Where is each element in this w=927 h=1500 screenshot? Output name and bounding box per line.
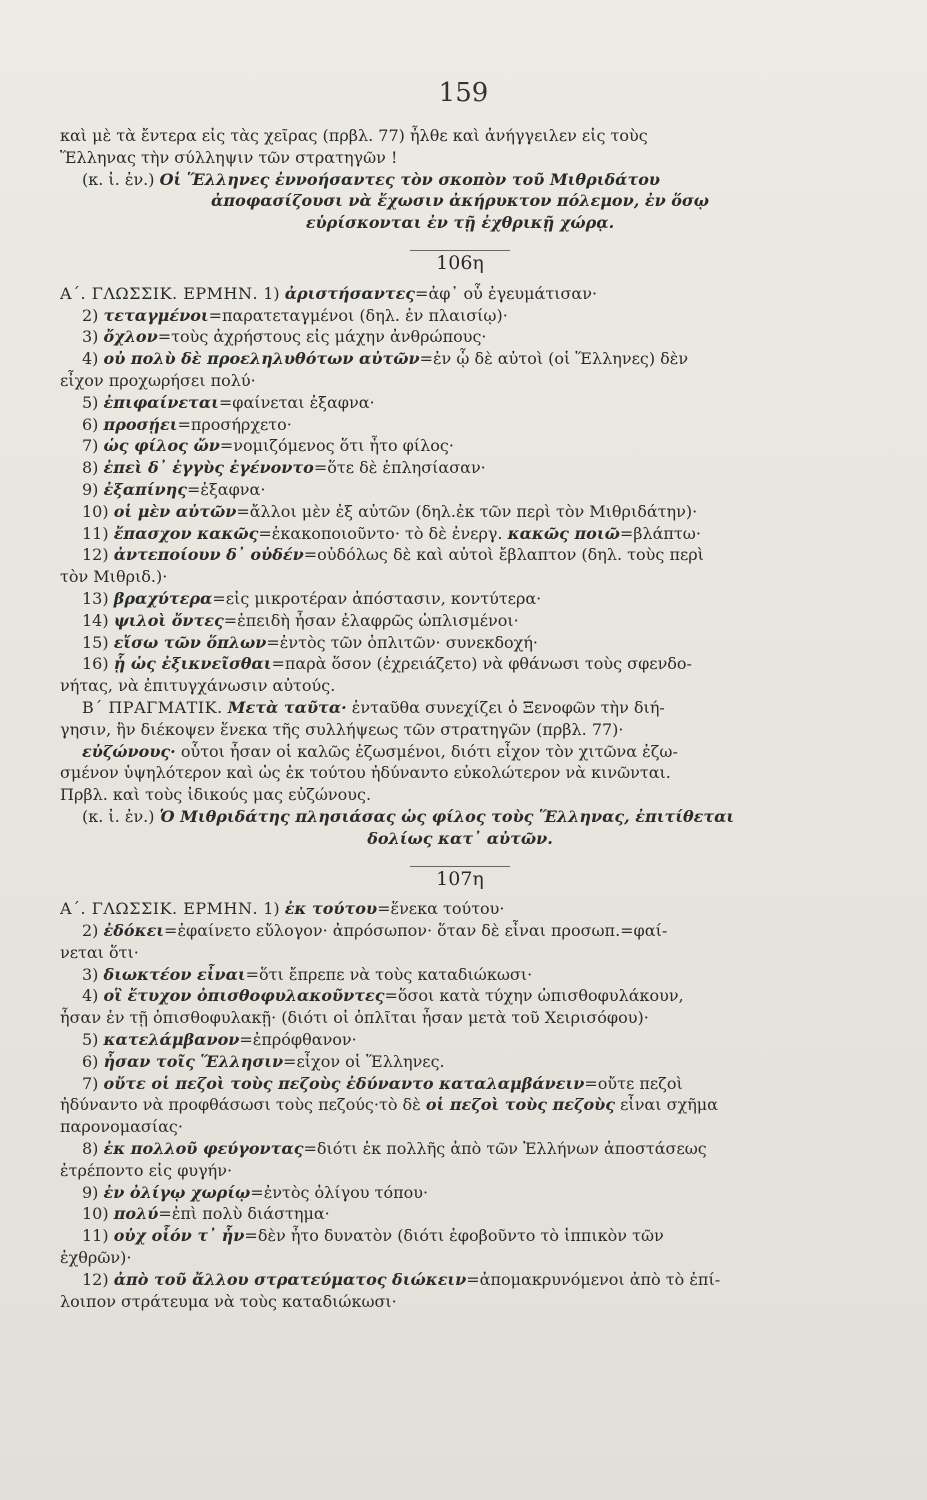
gloss-number: 10)	[82, 501, 109, 521]
gloss-term: ἐξαπίνης	[103, 479, 187, 499]
gloss-text: =οὔτε πεζοὶ	[584, 1073, 683, 1093]
gloss-number: 2)	[82, 305, 99, 325]
gloss-107-11-cont: ἐχθρῶν)·	[60, 1248, 132, 1268]
factual-106-5: Πρβλ. καὶ τοὺς ἰδικούς μας εὐζώνους.	[60, 785, 372, 805]
gloss-number: 11)	[82, 1226, 109, 1246]
gloss-number: 12)	[82, 545, 109, 565]
gloss-text: =ἐπειδὴ ἦσαν ἐλαφρῶς ὡπλισμένοι·	[223, 610, 519, 630]
section-heading-107	[60, 866, 860, 891]
gloss-107-3	[60, 964, 860, 986]
gloss-term: ἦσαν τοῖς Ἕλλησιν	[103, 1051, 284, 1071]
gloss-term: οἱ μὲν αὐτῶν	[113, 501, 237, 521]
gloss-107-7	[60, 1073, 860, 1095]
gloss-106-3	[60, 326, 860, 348]
gloss-106-7	[60, 435, 860, 457]
gloss-term: διωκτέον εἶναι	[103, 964, 246, 984]
gloss-term: ἔπασχον κακῶς	[113, 523, 259, 543]
gloss-term: οὔτε οἱ πεζοὶ τοὺς πεζοὺς ἐδύναντο καταλαμβάνειν	[103, 1073, 585, 1093]
gloss-106-4-cont: εἶχον προχωρήσει πολύ·	[60, 370, 256, 390]
section-divider	[410, 250, 510, 251]
gloss-text: =ἐν ᾧ δὲ αὐτοὶ (οἱ Ἕλληνες) δὲν	[419, 349, 689, 369]
gloss-106-11	[60, 523, 860, 545]
gloss-text: =ἐφαίνετο εὔλογον· ἀπρόσωπον· ὅταν δὲ εἶναι προσωπ.=φαί-	[164, 921, 668, 941]
gloss-number: 5)	[82, 392, 99, 412]
gloss-number: 6)	[82, 1051, 99, 1071]
gloss-term: ἐκ τούτου	[284, 899, 378, 919]
gloss-107-7-cont	[60, 1094, 860, 1116]
summary-intro-line-2: ἀποφασίζουσι νὰ ἔχωσιν ἀκήρυκτον πόλεμον, ἐν ὅσῳ	[211, 191, 709, 211]
gloss-number: 3)	[82, 964, 99, 984]
gloss-106-16-cont: νήτας, νὰ ἐπιτυγχάνωσιν αὐτούς.	[60, 676, 336, 696]
gloss-term: οὐ πολὺ δὲ προεληλυθότων αὐτῶν	[103, 349, 420, 369]
gloss-text: =ἄλλοι μὲν ἐξ αὐτῶν (δηλ.ἐκ τῶν περὶ τὸν Μιθριδάτην)·	[236, 501, 698, 521]
gloss-text: =φαίνεται ἐξαφνα·	[218, 392, 375, 412]
gloss-number: 7)	[82, 1073, 99, 1093]
gloss-106-15	[60, 632, 860, 654]
gloss-term: ἐδόκει	[103, 921, 165, 941]
gloss-107-2	[60, 920, 860, 942]
gloss-number: 2)	[82, 921, 99, 941]
gloss-number: 9)	[82, 479, 99, 499]
gloss-number: 16)	[82, 654, 109, 674]
gloss-text: =ὅτι ἔπρεπε νὰ τοὺς καταδιώκωσι·	[245, 964, 533, 984]
gloss-number: 6)	[82, 414, 99, 434]
gloss-term: εἴσω τῶν ὅπλων	[113, 632, 267, 652]
gloss-text: =ἐξαφνα·	[186, 479, 266, 499]
gloss-text: ἐνταῦθα συνεχίζει ὁ Ξενοφῶν τὴν διή-	[351, 697, 665, 717]
gloss-107-2-cont: νεται ὅτι·	[60, 942, 139, 962]
gloss-number: 3)	[82, 327, 99, 347]
gloss-text: =ἕνεκα τούτου·	[377, 899, 505, 919]
gloss-term: ψιλοὶ ὄντες	[113, 610, 224, 630]
gloss-term: Μετὰ ταῦτα·	[227, 697, 347, 717]
page-number: 159	[438, 78, 489, 108]
gloss-number: 8)	[82, 458, 99, 478]
gloss-107-11	[60, 1225, 860, 1247]
gloss-text: =νομιζόμενος ὅτι ἦτο φίλος·	[219, 436, 454, 456]
gloss-number: 9)	[82, 1182, 99, 1202]
gloss-106-6	[60, 414, 860, 436]
gloss-number: 8)	[82, 1139, 99, 1159]
summary-intro-line-1	[60, 169, 860, 191]
gloss-107-4-cont: ἦσαν ἐν τῇ ὀπισθοφυλακῇ· (διότι οἱ ὁπλῖται ἦσαν μετὰ τοῦ Χειρισόφου)·	[60, 1008, 649, 1028]
gloss-text: =παρὰ ὅσον (ἐχρειάζετο) νὰ φθάνωσι τοὺς σφενδο-	[271, 654, 692, 674]
gloss-106-13	[60, 588, 860, 610]
gloss-106-8	[60, 457, 860, 479]
gloss-term: ᾗ ὡς ἐξικνεῖσθαι	[113, 654, 272, 674]
gloss-term: προσῄει	[103, 414, 178, 434]
gloss-107-12	[60, 1269, 860, 1291]
gloss-text: =παρατεταγμένοι (δηλ. ἐν πλαισίῳ)·	[208, 305, 508, 325]
gloss-number: 7)	[82, 436, 99, 456]
gloss-text: εἶναι σχῆμα	[620, 1095, 718, 1115]
category-label: Β΄ ΠΡΑΓΜΑΤΙΚ.	[82, 697, 223, 717]
gloss-107-12-cont: λοιπον στράτευμα νὰ τοὺς καταδιώκωσι·	[60, 1291, 397, 1311]
gloss-term: ἀπὸ τοῦ ἄλλου στρατεύματος διώκειν	[113, 1269, 467, 1289]
gloss-106-14	[60, 610, 860, 632]
gloss-106-16	[60, 653, 860, 675]
gloss-text: =ἐπρόφθανον·	[239, 1030, 357, 1050]
gloss-term: εὐζώνους·	[82, 741, 176, 761]
gloss-term: κατελάμβανον	[103, 1030, 240, 1050]
gloss-text: =οὐδόλως δὲ καὶ αὐτοὶ ἔβλαπτον (δηλ. τοὺς περὶ	[303, 545, 704, 565]
gloss-text: =ἐντὸς ὀλίγου τόπου·	[250, 1182, 429, 1202]
gloss-number: 1)	[263, 899, 280, 919]
gloss-term: τεταγμένοι	[103, 305, 209, 325]
gloss-text: =εἶχον οἱ Ἕλληνες.	[283, 1051, 445, 1071]
gloss-term: ὡς φίλος ὤν	[103, 436, 220, 456]
gloss-text: =ἐντὸς τῶν ὁπλιτῶν· συνεκδοχή·	[266, 632, 539, 652]
gloss-106-5	[60, 392, 860, 414]
category-label: Α΄. ΓΛΩΣΣΙΚ. ΕΡΜΗΝ.	[60, 283, 259, 303]
gloss-107-1	[60, 898, 860, 920]
summary-intro-line-3: εὑρίσκονται ἐν τῇ ἐχθρικῇ χώρᾳ.	[305, 213, 615, 233]
gloss-text: =προσήρχετο·	[177, 414, 292, 434]
gloss-number: 14)	[82, 610, 109, 630]
gloss-term: ἐκ πολλοῦ φεύγοντας	[103, 1139, 304, 1159]
gloss-number: 13)	[82, 588, 109, 608]
gloss-number: 11)	[82, 523, 109, 543]
gloss-106-12	[60, 544, 860, 566]
gloss-number: 4)	[82, 349, 99, 369]
intro-line-1: καὶ μὲ τὰ ἔντερα εἰς τὰς χεῖρας (πρβλ. 77) ἦλθε καὶ ἀνήγγειλεν εἰς τοὺς	[60, 126, 648, 145]
page-content	[60, 125, 860, 1312]
gloss-text: =βλάπτω·	[619, 523, 701, 543]
gloss-text: =ὅσοι κατὰ τύχην ὠπισθοφυλάκουν,	[384, 986, 684, 1006]
summary-106-1	[60, 806, 860, 828]
gloss-term: κακῶς ποιῶ	[507, 523, 620, 543]
gloss-107-6	[60, 1051, 860, 1073]
gloss-106-2	[60, 305, 860, 327]
summary-text: Ὁ Μιθριδάτης πλησιάσας ὡς φίλος τοὺς Ἕλληνας, ἐπιτίθεται	[159, 806, 735, 826]
section-number: 106η	[436, 251, 484, 274]
gloss-106-1	[60, 283, 860, 305]
gloss-106-12-cont: τὸν Μιθριδ.)·	[60, 567, 168, 587]
gloss-107-4	[60, 985, 860, 1007]
gloss-number: 15)	[82, 632, 109, 652]
factual-106-1	[60, 697, 860, 719]
gloss-106-10	[60, 501, 860, 523]
summary-prefix: (κ. ἰ. ἐν.)	[82, 169, 155, 189]
gloss-number: 1)	[263, 283, 280, 303]
summary-106-2: δολίως κατ᾽ αὐτῶν.	[367, 828, 553, 848]
gloss-term: ὄχλον	[103, 327, 158, 347]
factual-106-2: γησιν, ἣν διέκοψεν ἕνεκα τῆς συλλήψεως τῶν στρατηγῶν (πρβλ. 77)·	[60, 719, 624, 739]
section-divider	[410, 866, 510, 867]
gloss-106-9	[60, 479, 860, 501]
gloss-text: =ἐκακοποιοῦντο· τὸ δὲ ἐνεργ.	[258, 523, 503, 543]
gloss-text: οὗτοι ἦσαν οἱ καλῶς ἐζωσμένοι, διότι εἶχον τὸν χιτῶνα ἐζω-	[180, 741, 678, 761]
summary-prefix: (κ. ἰ. ἐν.)	[82, 806, 155, 826]
gloss-text: =ὅτε δὲ ἐπλησίασαν·	[313, 458, 486, 478]
gloss-number: 4)	[82, 986, 99, 1006]
gloss-107-9	[60, 1182, 860, 1204]
gloss-107-8	[60, 1138, 860, 1160]
gloss-107-8-cont: ἐτρέποντο εἰς φυγήν·	[60, 1160, 233, 1180]
gloss-text: =δὲν ἦτο δυνατὸν (διότι ἐφοβοῦντο τὸ ἱππικὸν τῶν	[244, 1226, 664, 1246]
category-label: Α΄. ΓΛΩΣΣΙΚ. ΕΡΜΗΝ.	[60, 899, 259, 919]
gloss-text: =διότι ἐκ πολλῆς ἀπὸ τῶν Ἑλλήνων ἀποστάσεως	[303, 1139, 707, 1159]
gloss-term: ἀντεποίουν δ᾽ οὐδέν	[113, 545, 304, 565]
factual-106-4: σμένον ὑψηλότερον καὶ ὡς ἐκ τούτου ἠδύναντο εὐκολώτερον νὰ κινῶνται.	[60, 763, 671, 783]
gloss-text: =τοὺς ἀχρήστους εἰς μάχην ἀνθρώπους·	[157, 327, 487, 347]
gloss-term: ἐπιφαίνεται	[103, 392, 219, 412]
gloss-106-4	[60, 348, 860, 370]
gloss-107-7-cont-2: παρονομασίας·	[60, 1117, 183, 1137]
gloss-term: οἳ ἔτυχον ὀπισθοφυλακοῦντες	[103, 986, 385, 1006]
gloss-107-10	[60, 1203, 860, 1225]
gloss-text: =ἀφ᾽ οὗ ἐγευμάτισαν·	[415, 283, 598, 303]
summary-text: Οἱ Ἕλληνες ἐννοήσαντες τὸν σκοπὸν τοῦ Μιθριδάτου	[159, 169, 660, 189]
gloss-number: 10)	[82, 1204, 109, 1224]
gloss-text: =ἀπομακρυνόμενοι ἀπὸ τὸ ἐπί-	[466, 1269, 721, 1289]
gloss-number: 5)	[82, 1030, 99, 1050]
section-heading-106	[60, 250, 860, 275]
intro-line-2: Ἕλληνας τὴν σύλληψιν τῶν στρατηγῶν !	[60, 147, 398, 167]
gloss-term: οὐχ οἷόν τ᾽ ἦν	[113, 1226, 245, 1246]
gloss-term: ἐν ὀλίγῳ χωρίῳ	[103, 1182, 251, 1202]
gloss-term: οἱ πεζοὶ τοὺς πεζοὺς	[425, 1095, 616, 1115]
section-number: 107η	[436, 867, 484, 890]
gloss-text: ἠδύναντο νὰ προφθάσωσι τοὺς πεζούς·τὸ δὲ	[60, 1095, 421, 1115]
gloss-text: =ἐπὶ πολὺ διάστημα·	[158, 1204, 330, 1224]
gloss-text: =εἰς μικροτέραν ἀπόστασιν, κοντύτερα·	[212, 588, 542, 608]
factual-106-3	[60, 741, 860, 763]
gloss-term: ἀριστήσαντες	[284, 283, 416, 303]
gloss-term: πολύ	[113, 1204, 159, 1224]
gloss-term: βραχύτερα	[113, 588, 213, 608]
gloss-number: 12)	[82, 1269, 109, 1289]
gloss-term: ἐπεὶ δ᾽ ἐγγὺς ἐγένοντο	[103, 458, 314, 478]
gloss-107-5	[60, 1029, 860, 1051]
